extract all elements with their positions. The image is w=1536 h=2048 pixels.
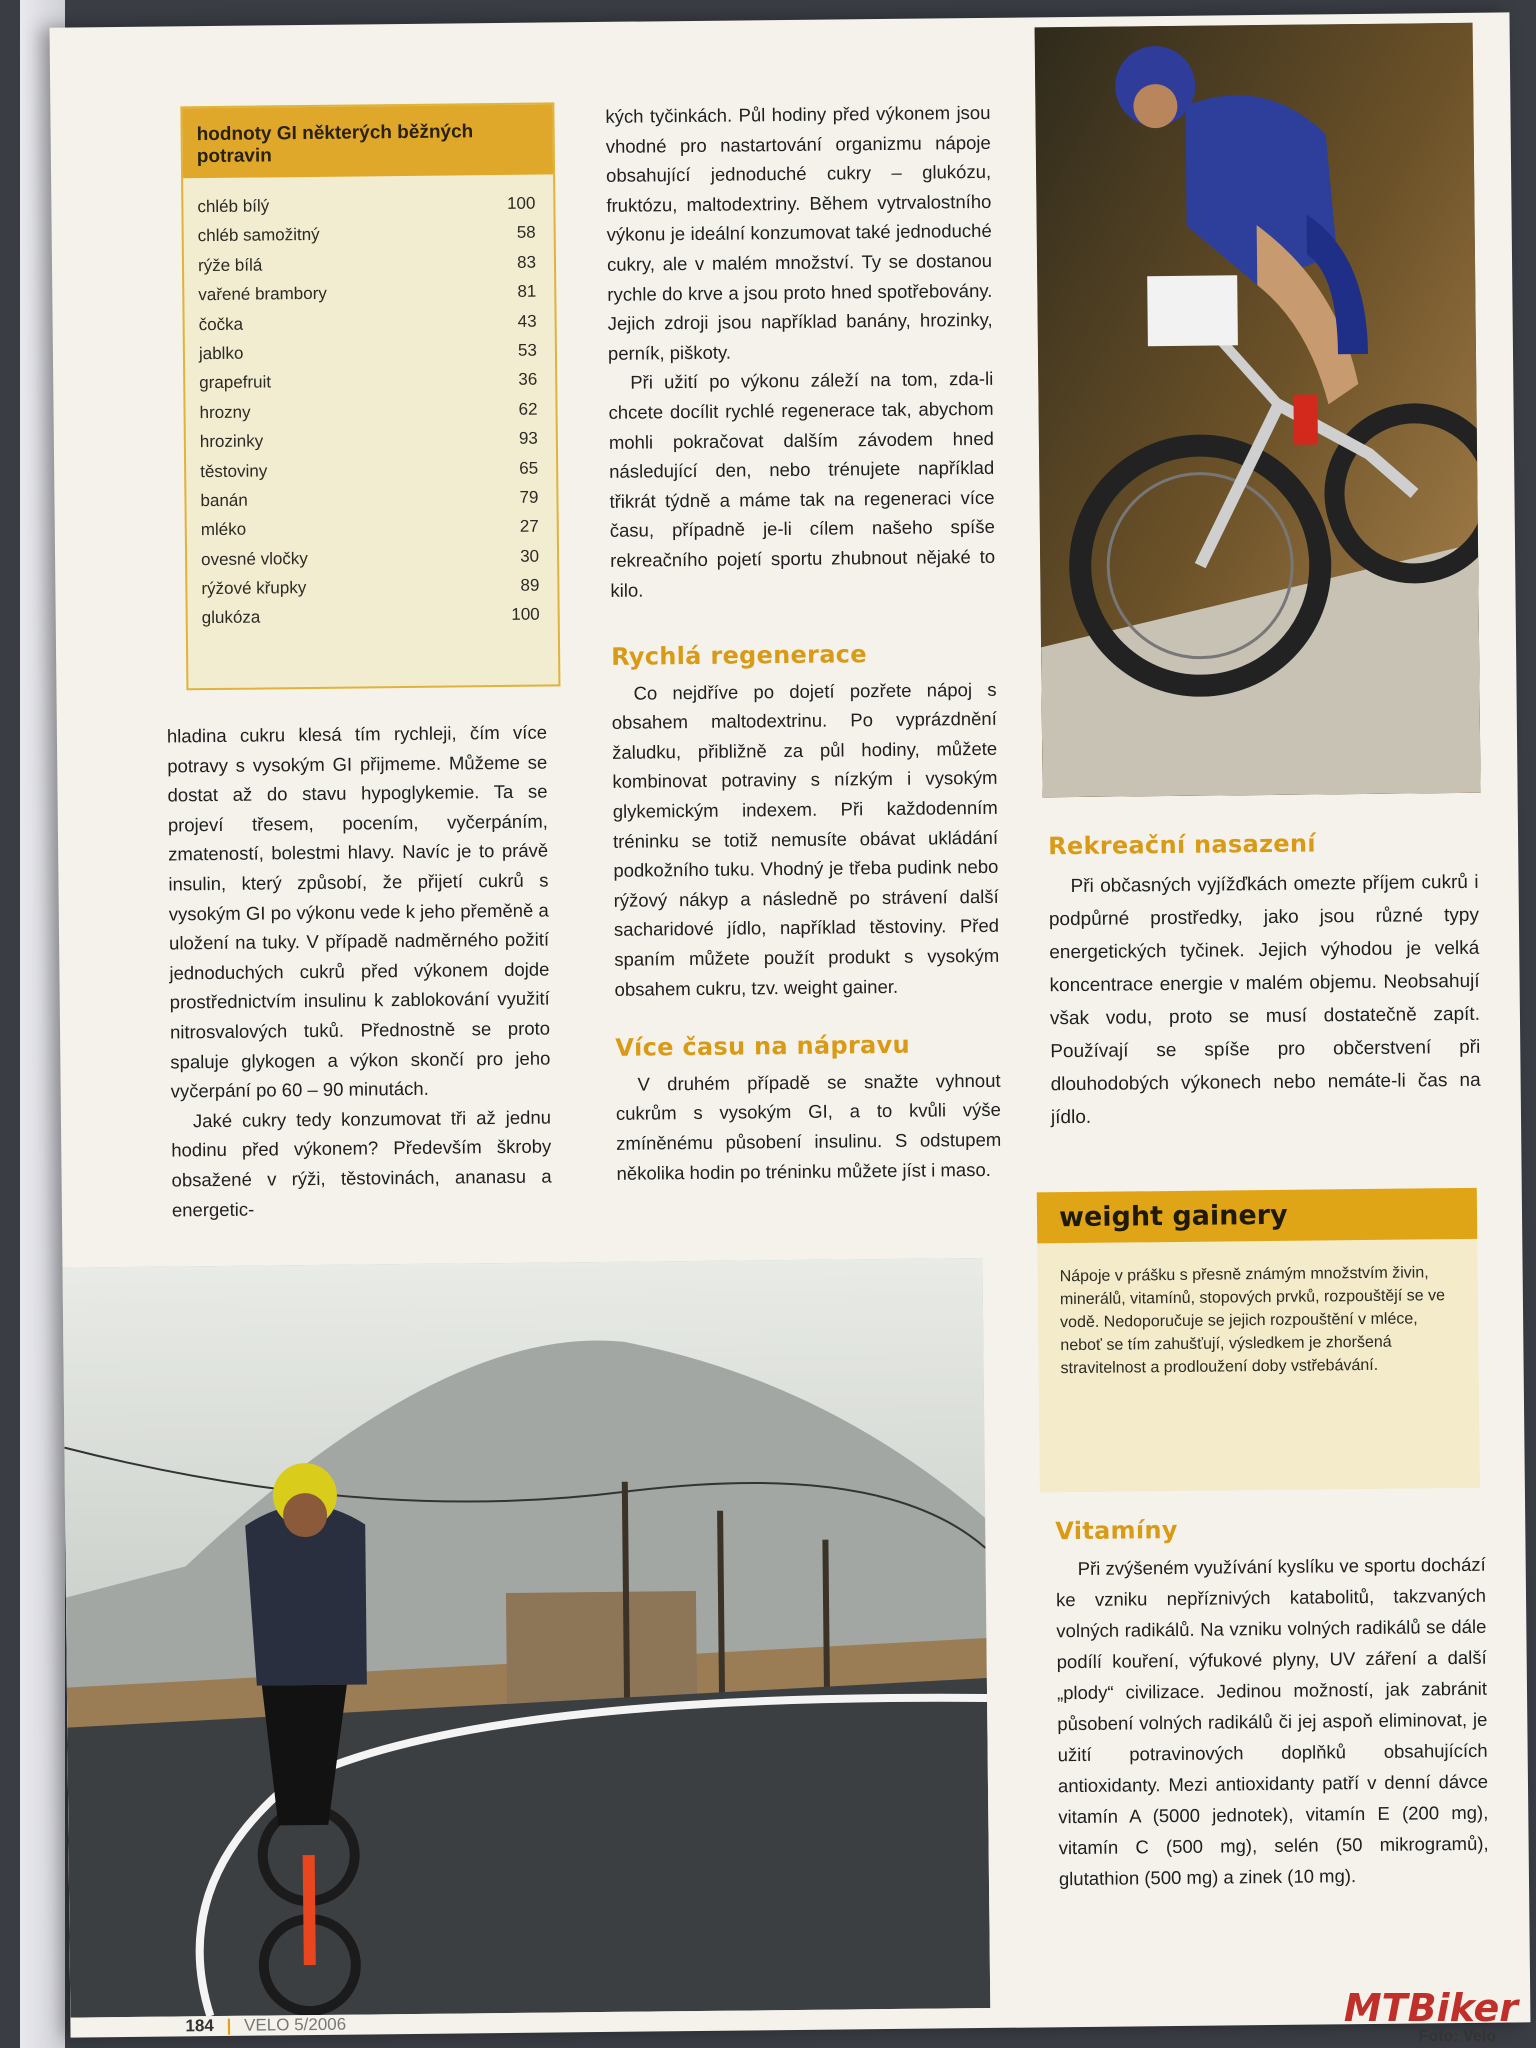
gi-value: 79 (519, 487, 539, 507)
weight-gainery-box (1037, 1188, 1480, 1493)
gi-food-name: těstoviny (200, 460, 268, 481)
gi-table-row (200, 483, 538, 516)
footer-separator: | (226, 2015, 232, 2035)
gi-table-row (200, 424, 538, 457)
gi-value: 89 (520, 575, 540, 595)
gi-food-name: hrozinky (199, 431, 264, 452)
gi-table-row (198, 218, 536, 251)
gi-table-row (198, 247, 536, 280)
gi-table-row (197, 189, 535, 222)
gi-value: 30 (520, 546, 540, 566)
heading-vitaminy: Vitamíny (1055, 1515, 1178, 1546)
gi-food-name: jablko (198, 343, 244, 364)
gi-table-row (199, 394, 537, 427)
gi-value: 100 (511, 605, 540, 625)
page-number: 184 (185, 2016, 214, 2036)
middle-column (605, 98, 1001, 1188)
magazine-page (50, 12, 1531, 2037)
mountain-biker-illustration (1035, 23, 1481, 798)
mountain-bike-photo (1035, 23, 1481, 798)
gi-food-name: čočka (198, 314, 244, 334)
gi-food-name: rýžové křupky (201, 578, 307, 599)
gi-value: 43 (517, 311, 537, 331)
right-column-top (1048, 828, 1481, 1134)
gi-table-box (180, 102, 560, 690)
gi-table-row (198, 306, 536, 339)
magazine-issue: VELO 5/2006 (243, 2014, 347, 2035)
gi-table-row (201, 541, 539, 574)
gi-value: 81 (517, 281, 537, 301)
gi-table-row (201, 571, 539, 604)
left-column (167, 718, 552, 1225)
gi-food-name: hrozny (199, 402, 251, 422)
gi-food-name: chléb bílý (197, 196, 270, 217)
right-paragraph-1: Při občasných vyjížďkách omezte příjem cukrů i podpůrné prostředky, jako jsou různé typy energetických tyčinek. Jejich výhodou je velká koncentrace energie v malém objemu. Neobsahují však vodu, proto se musí dostatečně zapít. Používají se spíše pro občerstvení při dlouhodobých výkonech nebo nemáte-li čas na jídlo. (1048, 871, 1481, 1128)
gi-value: 27 (519, 516, 539, 537)
gi-value: 53 (517, 340, 538, 360)
gi-table-row (199, 365, 537, 398)
gi-value: 36 (518, 369, 538, 390)
weight-gainery-title: weight gainery (1037, 1188, 1478, 1244)
heading-rychla-regenerace: Rychlá regenerace (610, 640, 867, 671)
gi-food-name: rýže bílá (197, 255, 263, 275)
gi-table-row (201, 512, 539, 545)
left-paragraph-1: hladina cukru klesá tím rychleji, čím více potravy s vysokým GI přijmeme. Můžeme se dostat až do stavu hypoglykemie. Ta se projeví třesem, pocením, vyčerpáním, zmateností, bolestmi hlavy. Navíc je to právě insulin, který způsobí, že přijetí cukrů s vysokým GI po výkonu vede k jeho přeměně a uložení na tuky. V případě nadměrného požití jednoduchých cukrů před výkonem dojde prostřednictvím insulinu k zablokování využití nitrosvalových tuků. Přednostně se proto spaluje glykogen a výkon skončí pro jeho vyčerpání po 60 – 90 minutách. (166, 721, 551, 1102)
gi-value: 58 (516, 223, 536, 243)
middle-paragraph-3: Co nejdříve po dojetí pozřete nápoj s obsahem maltodextrinu. Po vyprázdnění žaludku, přibližně za půl hodiny, můžete kombinovat potraviny s nízkým i vysokým glykemickým indexem. Při každodenním tréninku se totiž nemusíte obávat ukládání podkožního tuku. Vhodný je třeba pudink nebo rýžový nákyp a následně po strávení další sacharidové jídlo, například těstoviny. Před spaním můžete použít produkt s vysokým obsahem cukru, tzv. weight gainer. (611, 678, 1000, 1000)
page-footer (185, 2015, 346, 2037)
photo-credit: Foto: Velo (1418, 2028, 1496, 2045)
gi-value: 65 (519, 458, 539, 478)
road-cyclist-photo (63, 1258, 991, 2018)
heading-vice-casu: Více času na nápravu (615, 1030, 911, 1063)
gi-food-name: mléko (200, 519, 247, 540)
gi-table-row (202, 600, 540, 633)
gi-food-name: chléb samožitný (197, 225, 320, 246)
gi-value: 100 (506, 193, 536, 213)
gi-food-name: vařené brambory (198, 283, 327, 305)
gi-table-row (200, 453, 538, 486)
gi-table-title: hodnoty GI některých běžných potravin (182, 104, 553, 178)
mtbiker-watermark: MTBiker (1343, 1986, 1518, 2030)
gi-food-name: grapefruit (199, 372, 272, 393)
middle-paragraph-4: V druhém případě se snažte vyhnout cukrům s vysokým GI, a to kvůli výše zmíněnému působení insulinu. S odstupem několika hodin po tréninku můžete jíst i maso. (615, 1069, 1002, 1184)
middle-paragraph-2: Při užití po výkonu záleží na tom, zda-li chcete docílit rychlé regenerace tak, abychom mohli pokračovat dalším závodem hned následující den, nebo trénujete například třikrát týdně a máme tak na regeneraci více času, případně je-li cílem našeho spíše rekreačního pojetí sportu zhubnout nějaké to kilo. (608, 368, 996, 601)
road-cyclist-illustration (63, 1258, 991, 2018)
gi-value: 93 (518, 428, 538, 448)
right-column-bottom (1055, 1513, 1489, 1894)
right-paragraph-2: Při zvýšeném využívání kyslíku ve sportu dochází ke vzniku nepříznivých katabolitů, takzvaných volných radikálů. Na vzniku volných radikálů se dále podílí kouření, výfukové plyny, UV záření a další „plody“ civilizace. Jedinou možností, jak zabránit působení volných radikálů či jej aspoň eliminovat, je užití potravinových doplňků obsahujících antioxidanty. Mezi antioxidanty patří v denní dávce vitamín A (5000 jednotek), vitamín E (200 mg), vitamín C (500 mg), selén (50 mikrogramů), glutathion (500 mg) a zinek (10 mg). (1055, 1553, 1489, 1889)
gi-value: 83 (516, 252, 537, 272)
gi-table-rows (183, 174, 558, 633)
gi-food-name: banán (200, 490, 248, 511)
gi-table-row (198, 277, 536, 310)
gi-food-name: ovesné vločky (200, 548, 308, 569)
gi-value: 62 (518, 399, 538, 419)
left-paragraph-2: Jaké cukry tedy konzumovat tři až jednu hodinu před výkonem? Především škroby obsažené v rýži, těstovinách, ananasu a energetic- (171, 1106, 552, 1220)
weight-gainery-text: Nápoje v prášku s přesně známým množstvím živin, minerálů, vitamínů, stopových prvků, rozpouštějí se ve vodě. Nedoporučuje se jejich rozpouštění v mléce, neboť se tím zahušťují, výsledkem je zhoršená stravitelnost a prodloužení doby vstřebávání. (1059, 1264, 1446, 1378)
gi-table-row (199, 336, 537, 369)
gi-food-name: glukóza (201, 607, 261, 628)
middle-paragraph-1: kých tyčinkách. Půl hodiny před výkonem jsou vhodné pro nastartování organizmu nápoje obsahující jednoduché cukry – glukózu, fruktózu, maltodextriny. Během vytrvalostního výkonu je ideální konzumovat také jednoduché cukry, ale v malém množství. Ty se dostanou rychle do krve a jsou proto hned spotřebovány. Jejich zdroji jsou například banány, hrozinky, perník, piškoty. (605, 101, 993, 364)
heading-rekreacni-nasazeni: Rekreační nasazení (1047, 829, 1316, 861)
